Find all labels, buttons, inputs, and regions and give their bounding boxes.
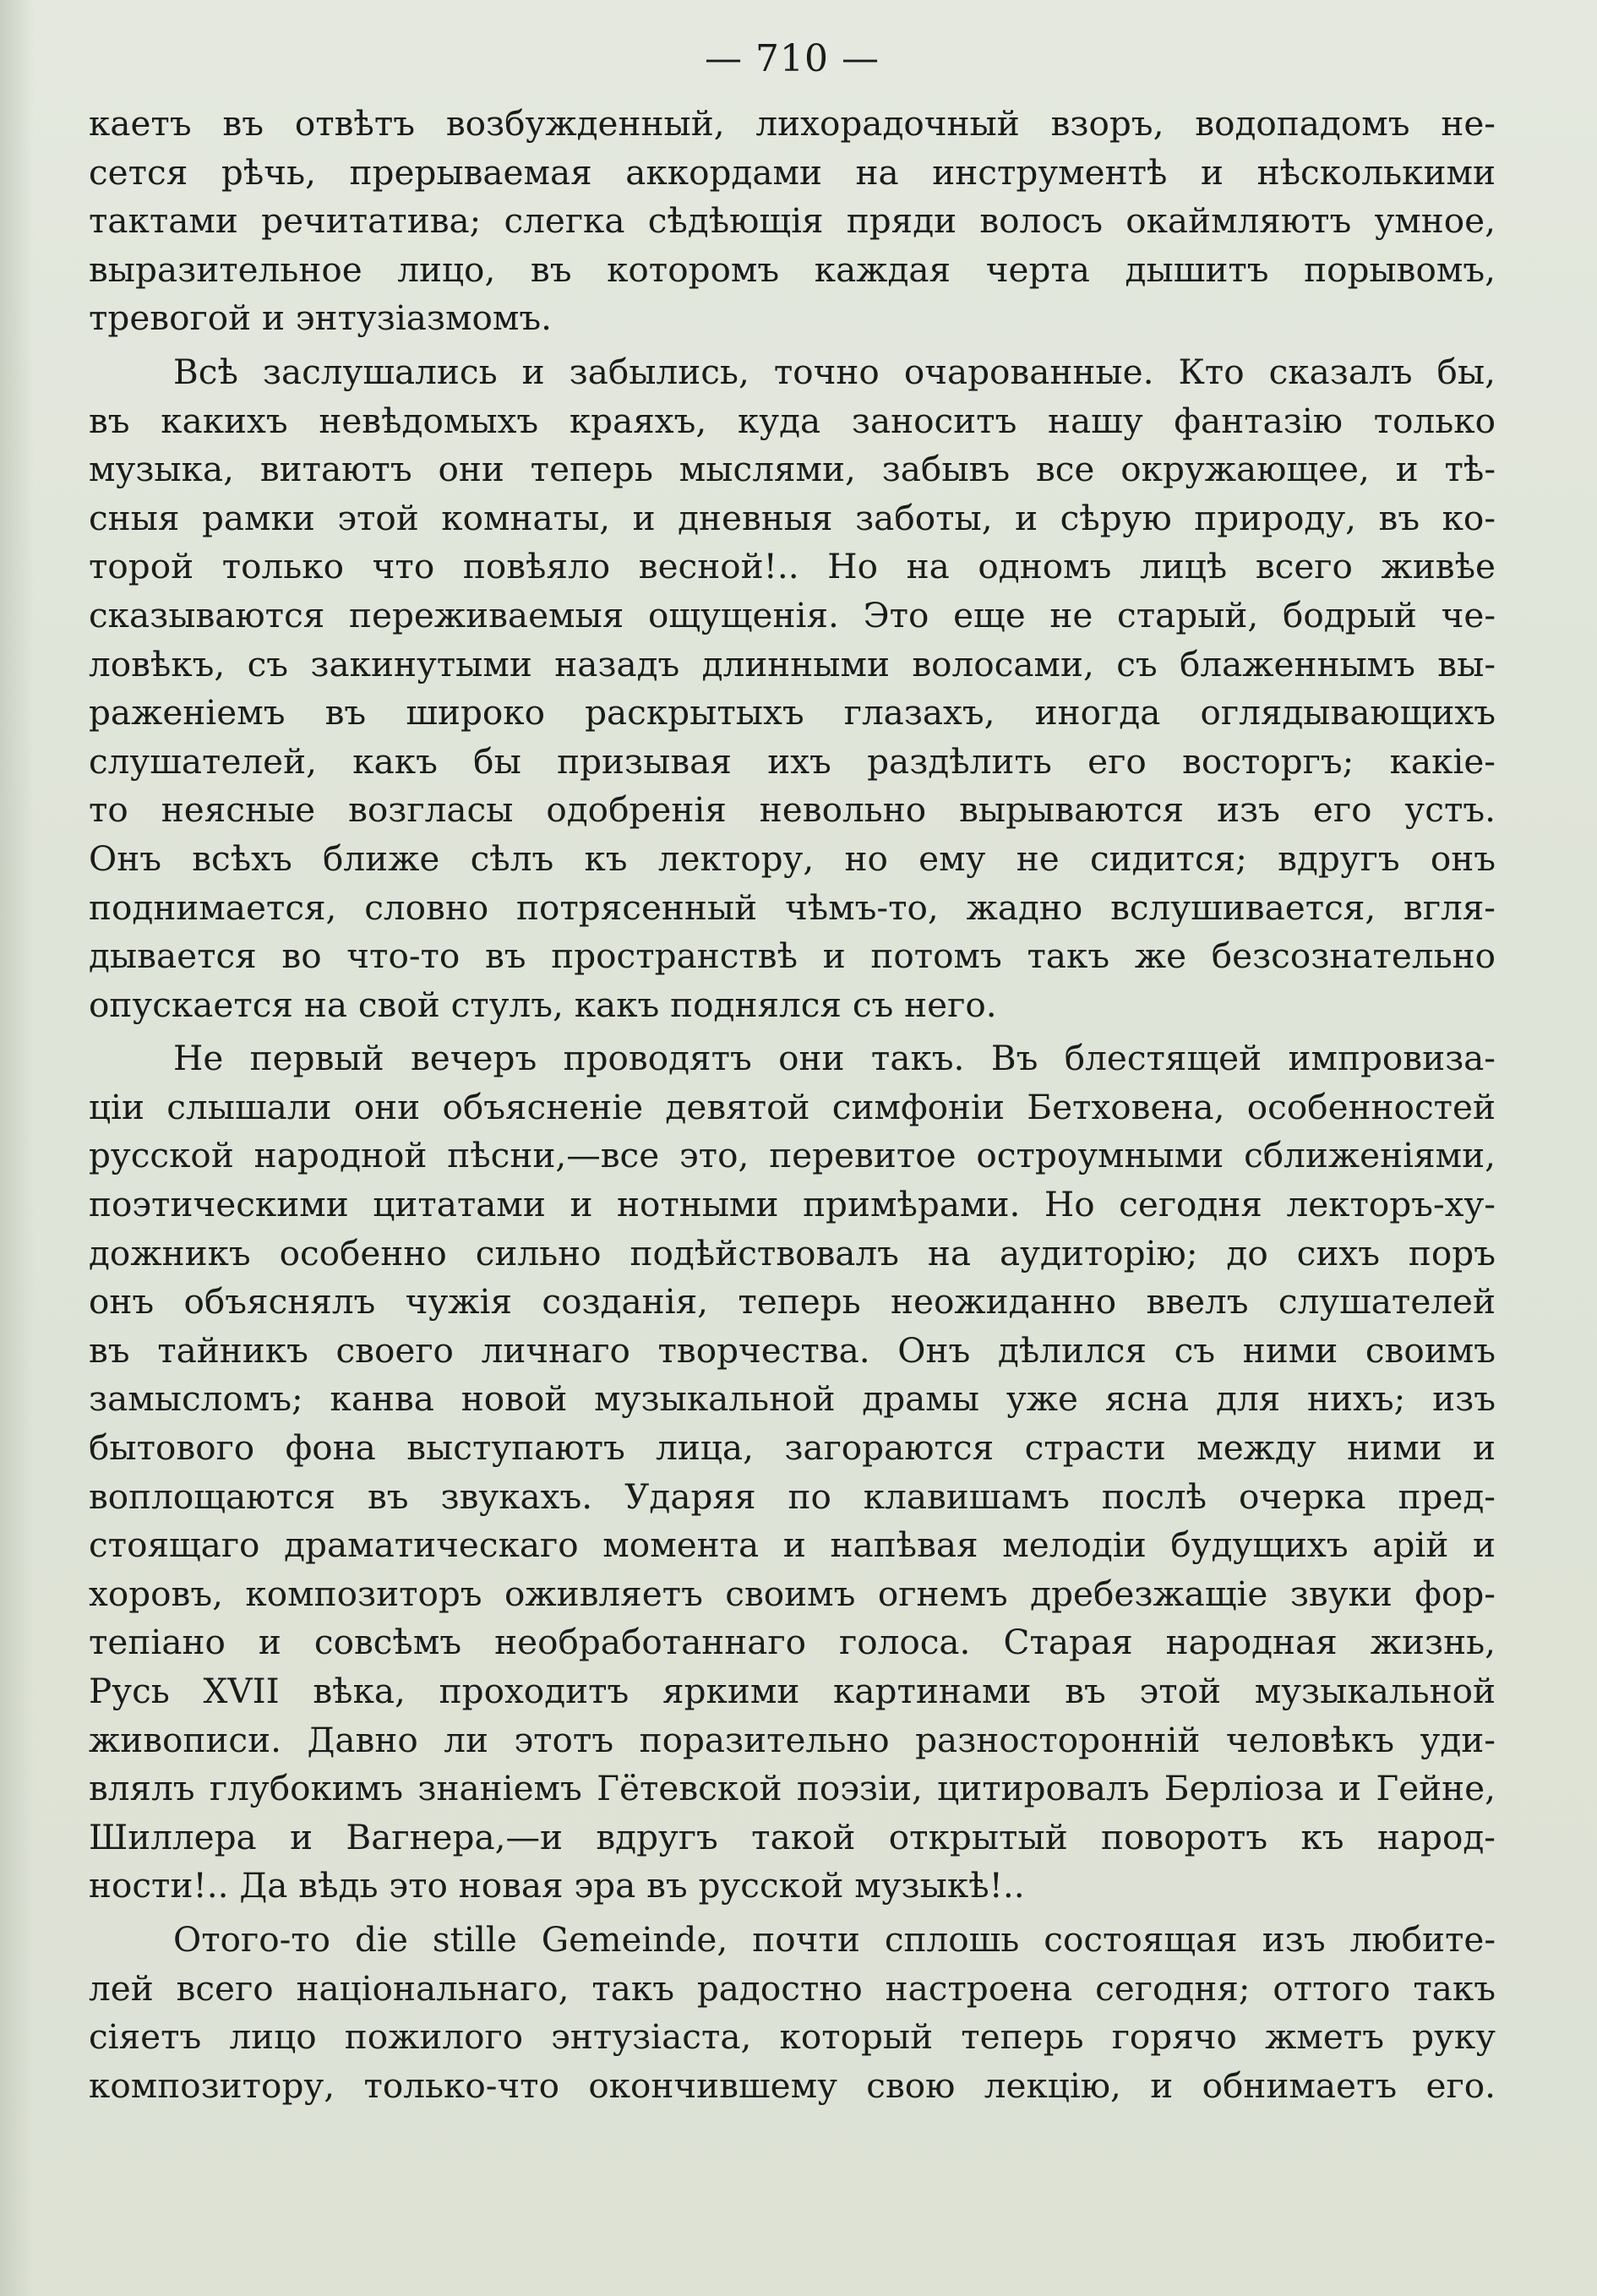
text-line: живописи. Давно ли этотъ поразительно разносторонній человѣкъ уди- (89, 1719, 1496, 1760)
text-line: тепіано и совсѣмъ необработаннаго голоса. Старая народная жизнь, (89, 1622, 1496, 1663)
text-line: музыка, витаютъ они теперь мыслями, забывъ все окружающее, и тѣ- (89, 449, 1496, 490)
text-line: слушателей, какъ бы призывая ихъ раздѣлить его восторгъ; какіе- (89, 740, 1496, 782)
text-line: дожникъ особенно сильно подѣйствовалъ на аудиторію; до сихъ поръ (89, 1232, 1496, 1273)
text-line: лей всего національнаго, такъ радостно настроена сегодня; оттого такъ (89, 1967, 1496, 2009)
text-line: композитору, только-что окончившему свою лекцію, и обнимаетъ его. (89, 2064, 1496, 2106)
paragraph-3 (89, 1034, 1496, 1911)
text-line: опускается на свой стулъ, какъ поднялся съ него. (89, 984, 997, 1025)
text-line: Онъ всѣхъ ближе сѣлъ къ лектору, но ему не сидится; вдругъ онъ (89, 837, 1496, 879)
paragraph-4 (89, 1916, 1496, 2110)
text-line: воплощаются въ звукахъ. Ударяя по клавишамъ послѣ очерка пред- (89, 1475, 1496, 1517)
text-line: Отого-то die stille Gemeinde, почти сплошь состоящая изъ любите- (173, 1918, 1496, 1960)
text-line: онъ объяснялъ чужія созданія, теперь неожиданно ввелъ слушателей (89, 1281, 1496, 1323)
book-page (89, 34, 1496, 2110)
text-line: тревогой и энтузіазмомъ. (89, 297, 553, 339)
text-line: сется рѣчь, прерываемая аккордами на инструментѣ и нѣсколькими (89, 151, 1496, 193)
text-line: Всѣ заслушались и забылись, точно очарованные. Кто сказалъ бы, (173, 351, 1496, 392)
text-line: ціи слышали они объясненіе девятой симфоніи Бетховена, особенностей (89, 1086, 1496, 1127)
text-line: поэтическими цитатами и нотными примѣрами. Но сегодня лекторъ-ху- (89, 1184, 1496, 1225)
paragraph-2 (89, 348, 1496, 1029)
text-line: поднимается, словно потрясенный чѣмъ-то, жадно вслушивается, вгля- (89, 886, 1496, 928)
text-line: то неясные возгласы одобренія невольно вырываются изъ его устъ. (89, 789, 1496, 831)
text-line: въ тайникъ своего личнаго творчества. Онъ дѣлился съ ними своимъ (89, 1329, 1496, 1371)
text-line: русской народной пѣсни,—все это, перевитое остроумными сближеніями, (89, 1135, 1496, 1176)
text-line: Шиллера и Вагнера,—и вдругъ такой открытый поворотъ къ народ- (89, 1816, 1496, 1857)
text-line: торой только что повѣяло весной!.. Но на одномъ лицѣ всего живѣе (89, 546, 1496, 587)
text-line: бытового фона выступаютъ лица, загораются страсти между ними и (89, 1427, 1496, 1469)
text-line: въ какихъ невѣдомыхъ краяхъ, куда заноситъ нашу фантазію только (89, 400, 1496, 441)
text-line: сныя рамки этой комнаты, и дневныя заботы, и сѣрую природу, въ ко- (89, 497, 1496, 538)
page-edge-shadow (0, 0, 34, 2296)
text-line: выразительное лицо, въ которомъ каждая черта дышитъ порывомъ, (89, 248, 1496, 290)
text-line: сказываются переживаемыя ощущенія. Это еще не старый, бодрый че- (89, 594, 1496, 635)
paragraph-1 (89, 100, 1496, 343)
text-line: замысломъ; канва новой музыкальной драмы уже ясна для нихъ; изъ (89, 1378, 1496, 1420)
text-line: каетъ въ отвѣтъ возбужденный, лихорадочный взоръ, водопадомъ не- (89, 103, 1496, 144)
text-line: ности!.. Да вѣдь это новая эра въ русской музыкѣ!.. (89, 1865, 1025, 1906)
text-line: ловѣкъ, съ закинутыми назадъ длинными волосами, съ блаженнымъ вы- (89, 643, 1496, 684)
text-line: хоровъ, композиторъ оживляетъ своимъ огнемъ дребезжащіе звуки фор- (89, 1573, 1496, 1614)
text-line: стоящаго драматическаго момента и напѣвая мелодіи будущихъ арій и (89, 1524, 1496, 1566)
text-line: дывается во что-то въ пространствѣ и потомъ такъ же безсознательно (89, 935, 1496, 977)
text-line: сіяетъ лицо пожилого энтузіаста, который теперь горячо жметъ руку (89, 2016, 1496, 2058)
text-line: Не первый вечеръ проводятъ они такъ. Въ блестящей импровиза- (173, 1038, 1496, 1079)
body-text (89, 100, 1496, 2110)
page-number: — 710 — (705, 37, 880, 80)
text-line: тактами речитатива; слегка сѣдѣющія пряди волосъ окаймляютъ умное, (89, 200, 1496, 242)
text-line: влялъ глубокимъ знаніемъ Гётевской поэзіи, цитировалъ Берліоза и Гейне, (89, 1768, 1496, 1809)
text-line: раженіемъ въ широко раскрытыхъ глазахъ, иногда оглядывающихъ (89, 692, 1496, 734)
text-line: Русь XVII вѣка, проходитъ яркими картинами въ этой музыкальной (89, 1671, 1496, 1711)
